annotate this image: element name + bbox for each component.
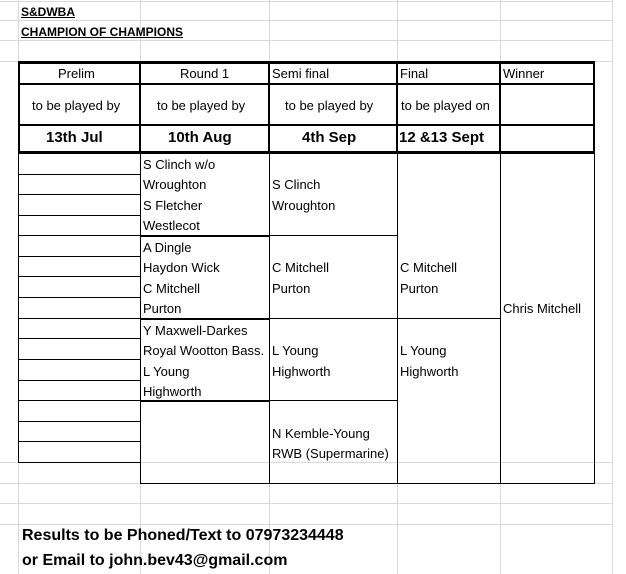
- round1-entry: Haydon Wick: [143, 260, 220, 275]
- grid-line: [0, 20, 612, 21]
- grid-line: [0, 503, 612, 504]
- table-border: [500, 154, 501, 484]
- final-entry: Purton: [400, 281, 439, 296]
- played-by-label: to be played on: [401, 98, 490, 113]
- semi-entry: C Mitchell: [272, 260, 330, 275]
- played-by-label: to be played by: [157, 98, 246, 113]
- table-border: [269, 154, 270, 484]
- table-border: [594, 154, 595, 484]
- round1-entry: Highworth: [143, 384, 202, 399]
- group-line: [269, 318, 397, 319]
- col-header-winner: Winner: [503, 66, 545, 81]
- col-header-semi: Semi final: [272, 66, 330, 81]
- row-line: [18, 276, 140, 277]
- round1-entry: A Dingle: [143, 240, 192, 255]
- grid-line: [612, 0, 613, 574]
- row-line: [18, 359, 140, 360]
- row-line: [18, 194, 140, 195]
- semi-entry: N Kemble-Young: [272, 426, 370, 441]
- round1-entry: L Young: [143, 364, 190, 379]
- table-border: [593, 61, 595, 154]
- deadline-date: 4th Sep: [302, 129, 357, 146]
- group-line: [269, 400, 397, 401]
- semi-entry: RWB (Supermarine): [272, 446, 389, 461]
- row-line: [18, 297, 140, 298]
- semi-entry: Wroughton: [272, 198, 336, 213]
- deadline-date: 13th Jul: [46, 129, 103, 146]
- table-border: [18, 154, 19, 462]
- row-line: [18, 380, 140, 381]
- col-header-final: Final: [400, 66, 429, 81]
- group-line: [140, 400, 269, 402]
- table-border: [396, 61, 398, 154]
- group-line: [269, 235, 397, 236]
- footer-phone: Results to be Phoned/Text to 07973234448: [22, 527, 344, 544]
- row-line: [18, 462, 140, 463]
- row-line: [18, 174, 140, 175]
- table-border: [268, 61, 270, 154]
- round1-entry: Wroughton: [143, 177, 207, 192]
- table-border: [139, 61, 141, 154]
- played-by-label: to be played by: [285, 98, 374, 113]
- grid-line: [0, 1, 612, 2]
- final-entry: L Young: [400, 343, 447, 358]
- semi-entry: Highworth: [272, 364, 331, 379]
- table-border: [397, 154, 398, 484]
- round1-entry: C Mitchell: [143, 281, 201, 296]
- col-header-round1: Round 1: [180, 66, 230, 81]
- group-line: [140, 235, 269, 237]
- grid-line: [0, 524, 612, 525]
- org-title: S&DWBA: [21, 5, 75, 19]
- deadline-date: 12 &13 Sept: [399, 129, 485, 146]
- table-border: [18, 61, 595, 64]
- footer-email: or Email to john.bev43@gmail.com: [22, 552, 288, 569]
- deadline-date: 10th Aug: [168, 129, 232, 146]
- semi-entry: S Clinch: [272, 177, 321, 192]
- final-entry: Highworth: [400, 364, 459, 379]
- group-line: [397, 483, 500, 484]
- round1-entry: S Fletcher: [143, 198, 203, 213]
- group-line: [269, 483, 397, 484]
- round1-entry: S Clinch w/o: [143, 157, 216, 172]
- table-border: [499, 61, 501, 154]
- winner-name: Chris Mitchell: [503, 301, 582, 316]
- row-line: [18, 338, 140, 339]
- round1-entry: Y Maxwell-Darkes: [143, 323, 248, 338]
- row-line: [18, 318, 140, 319]
- played-by-label: to be played by: [32, 98, 121, 113]
- row-line: [18, 235, 140, 236]
- row-line: [18, 441, 140, 442]
- table-border: [18, 61, 20, 154]
- table-border: [18, 151, 595, 154]
- semi-entry: L Young: [272, 343, 319, 358]
- round1-entry: Royal Wootton Bass.: [143, 343, 265, 358]
- grid-line: [0, 40, 612, 41]
- row-line: [18, 215, 140, 216]
- semi-entry: Purton: [272, 281, 311, 296]
- round1-entry: Westlecot: [143, 218, 200, 233]
- row-line: [18, 400, 140, 401]
- row-line: [18, 421, 140, 422]
- table-border: [18, 124, 595, 126]
- page-title: CHAMPION OF CHAMPIONS: [21, 25, 183, 39]
- round1-entry: Purton: [143, 301, 182, 316]
- group-line: [140, 483, 269, 484]
- table-border: [18, 83, 595, 85]
- row-line: [18, 256, 140, 257]
- group-line: [500, 483, 595, 484]
- group-line: [397, 318, 500, 319]
- col-header-prelim: Prelim: [58, 66, 95, 81]
- final-entry: C Mitchell: [400, 260, 458, 275]
- group-line: [140, 318, 269, 320]
